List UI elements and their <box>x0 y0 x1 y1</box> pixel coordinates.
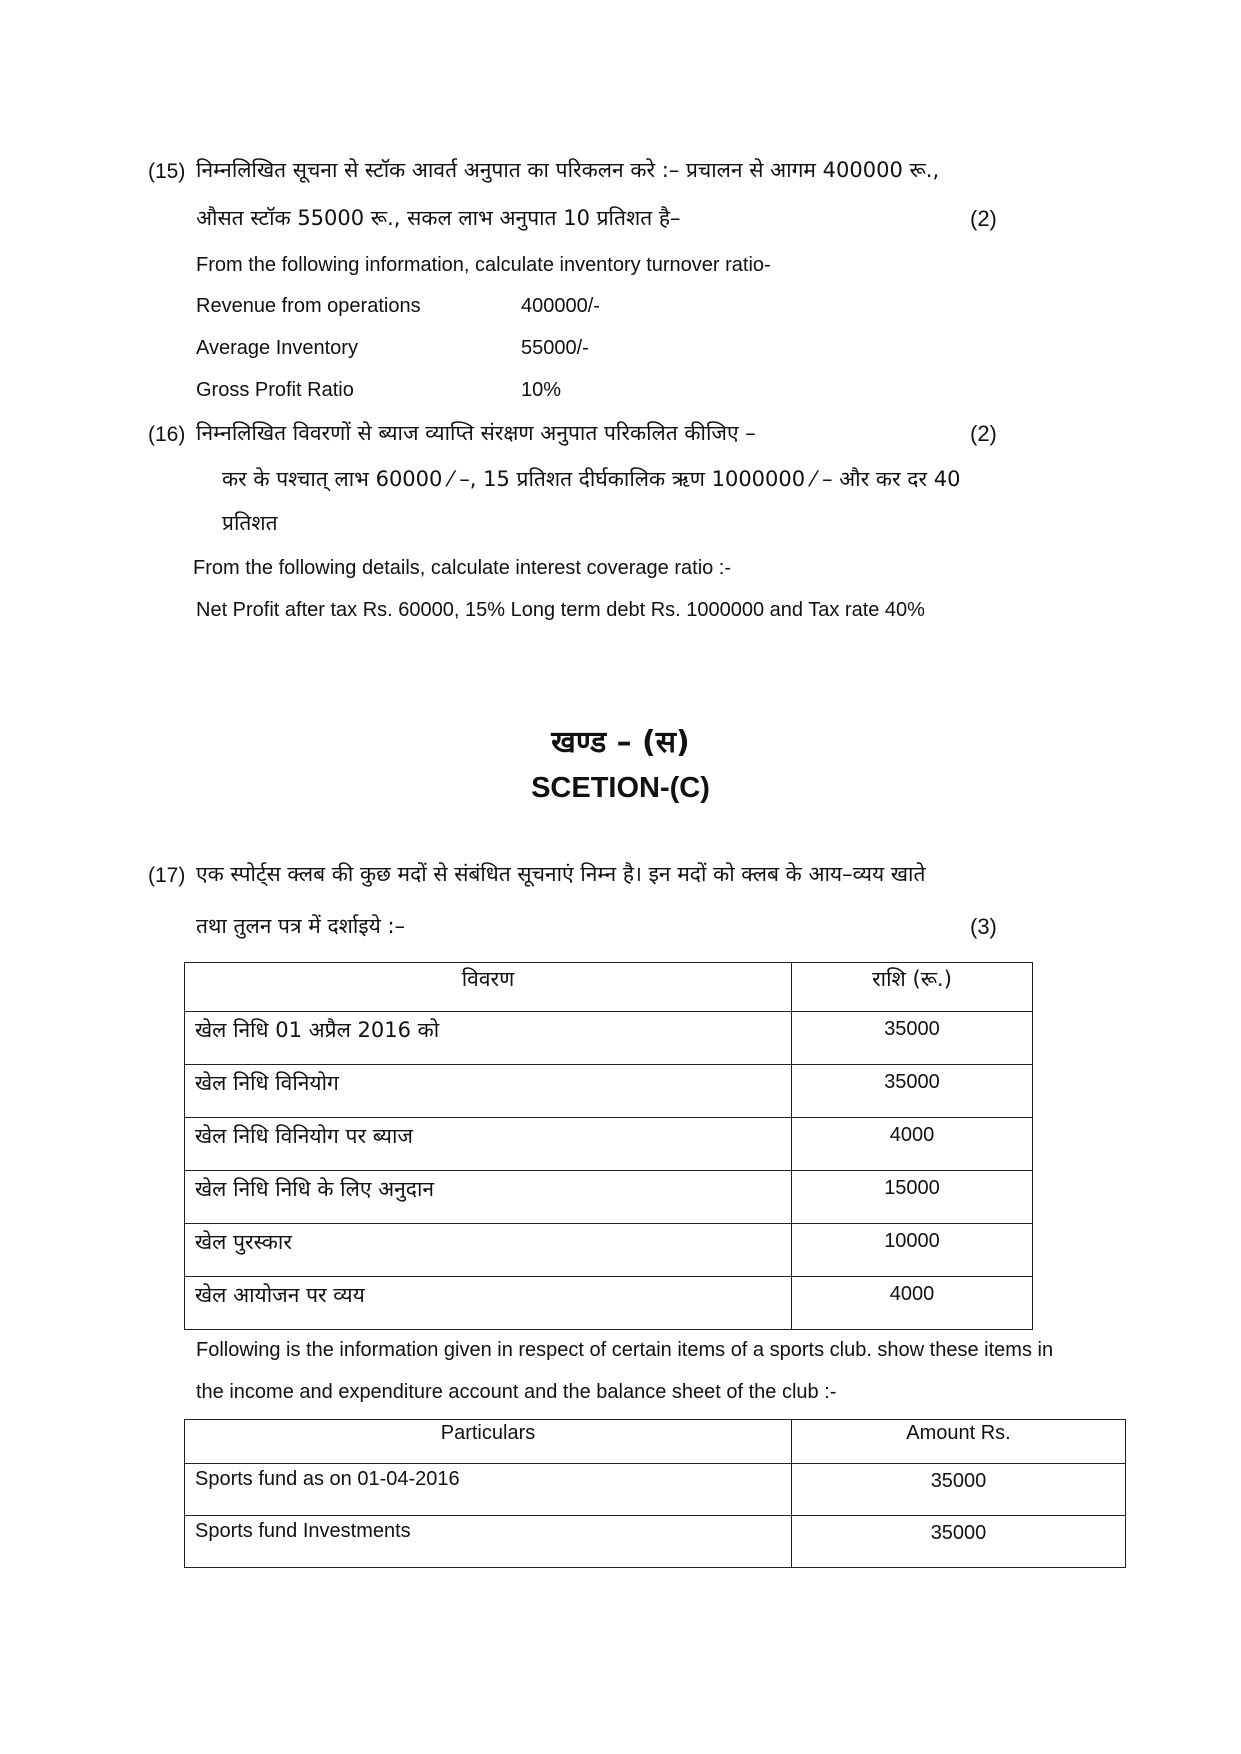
table-row <box>185 1516 1126 1568</box>
question-text-english: the income and expenditure account and the balance sheet of the club :- <box>196 1381 837 1403</box>
question-text-hindi: तथा तुलन पत्र में दर्शाइये :– <box>196 914 406 938</box>
data-value: 55000/- <box>521 337 589 359</box>
table-row <box>185 1065 1033 1118</box>
table-cell-particular: खेल निधि विनियोग <box>185 1065 792 1118</box>
question-text-english: Net Profit after tax Rs. 60000, 15% Long term debt Rs. 1000000 and Tax rate 40% <box>196 599 925 621</box>
table-cell-amount: 35000 <box>792 1012 1033 1065</box>
question-text-hindi: निम्नलिखित सूचना से स्टॉक आवर्त अनुपात का परिकलन करे :– प्रचालन से आगम 400000 रू., <box>196 158 940 182</box>
table-cell-amount: 35000 <box>792 1464 1126 1516</box>
table-row <box>185 1171 1033 1224</box>
question-text-hindi: निम्नलिखित विवरणों से ब्याज व्याप्ति संरक्षण अनुपात परिकलित कीजिए – <box>196 421 756 445</box>
question-text-hindi: औसत स्टॉक 55000 रू., सकल लाभ अनुपात 10 प्रतिशत है– <box>196 206 681 230</box>
marks-label: (2) <box>970 206 997 231</box>
table-header-cell: राशि (रू.) <box>792 963 1033 1012</box>
question-text-hindi: एक स्पोर्ट्स क्लब की कुछ मदों से संबंधित सूचनाएं निम्न है। इन मदों को क्लब के आय–व्यय खाते <box>196 862 926 886</box>
table-cell-amount: 4000 <box>792 1118 1033 1171</box>
table-header-row <box>185 963 1033 1012</box>
table-cell-amount: 35000 <box>792 1516 1126 1568</box>
marks-label: (2) <box>970 421 997 446</box>
question-text-english: Following is the information given in respect of certain items of a sports club. show these items in <box>196 1339 1054 1361</box>
data-value: 400000/- <box>521 295 600 317</box>
question-text-hindi: कर के पश्चात् लाभ 60000 ⁄ –, 15 प्रतिशत दीर्घकालिक ऋण 1000000 ⁄ – और कर दर 40 <box>222 467 961 491</box>
table-header-cell: Amount Rs. <box>792 1420 1126 1464</box>
table-cell-particular: खेल निधि विनियोग पर ब्याज <box>185 1118 792 1171</box>
table-header-row <box>185 1420 1126 1464</box>
table-cell-particular: खेल निधि 01 अप्रैल 2016 को <box>185 1012 792 1065</box>
table-row <box>185 1012 1033 1065</box>
section-heading-english: SCETION-(C) <box>531 772 710 804</box>
table-cell-amount: 10000 <box>792 1224 1033 1277</box>
table-cell-amount: 35000 <box>792 1065 1033 1118</box>
data-value: 10% <box>521 379 562 401</box>
question-number: (15) <box>148 160 186 183</box>
marks-label: (3) <box>970 914 997 939</box>
question-text-hindi: प्रतिशत <box>222 511 278 535</box>
question-text-english: From the following information, calculate inventory turnover ratio- <box>196 254 771 276</box>
question-number: (17) <box>148 864 186 887</box>
table-cell-amount: 4000 <box>792 1277 1033 1330</box>
data-label: Gross Profit Ratio <box>196 379 354 401</box>
table-header-cell: विवरण <box>185 963 792 1012</box>
table-cell-particular: Sports fund Investments <box>185 1516 792 1568</box>
english-data-table <box>184 1419 1126 1568</box>
table-cell-particular: खेल आयोजन पर व्यय <box>185 1277 792 1330</box>
table-cell-particular: Sports fund as on 01-04-2016 <box>185 1464 792 1516</box>
table-row <box>185 1464 1126 1516</box>
section-heading-hindi: खण्ड – (स) <box>551 725 690 760</box>
table-row <box>185 1118 1033 1171</box>
table-cell-particular: खेल निधि निधि के लिए अनुदान <box>185 1171 792 1224</box>
table-row <box>185 1277 1033 1330</box>
hindi-data-table <box>184 962 1033 1330</box>
table-row <box>185 1224 1033 1277</box>
data-label: Average Inventory <box>196 337 358 359</box>
question-number: (16) <box>148 423 186 446</box>
table-cell-amount: 15000 <box>792 1171 1033 1224</box>
data-label: Revenue from operations <box>196 295 421 317</box>
table-cell-particular: खेल पुरस्कार <box>185 1224 792 1277</box>
table-header-cell: Particulars <box>185 1420 792 1464</box>
question-text-english: From the following details, calculate interest coverage ratio :- <box>193 557 732 579</box>
